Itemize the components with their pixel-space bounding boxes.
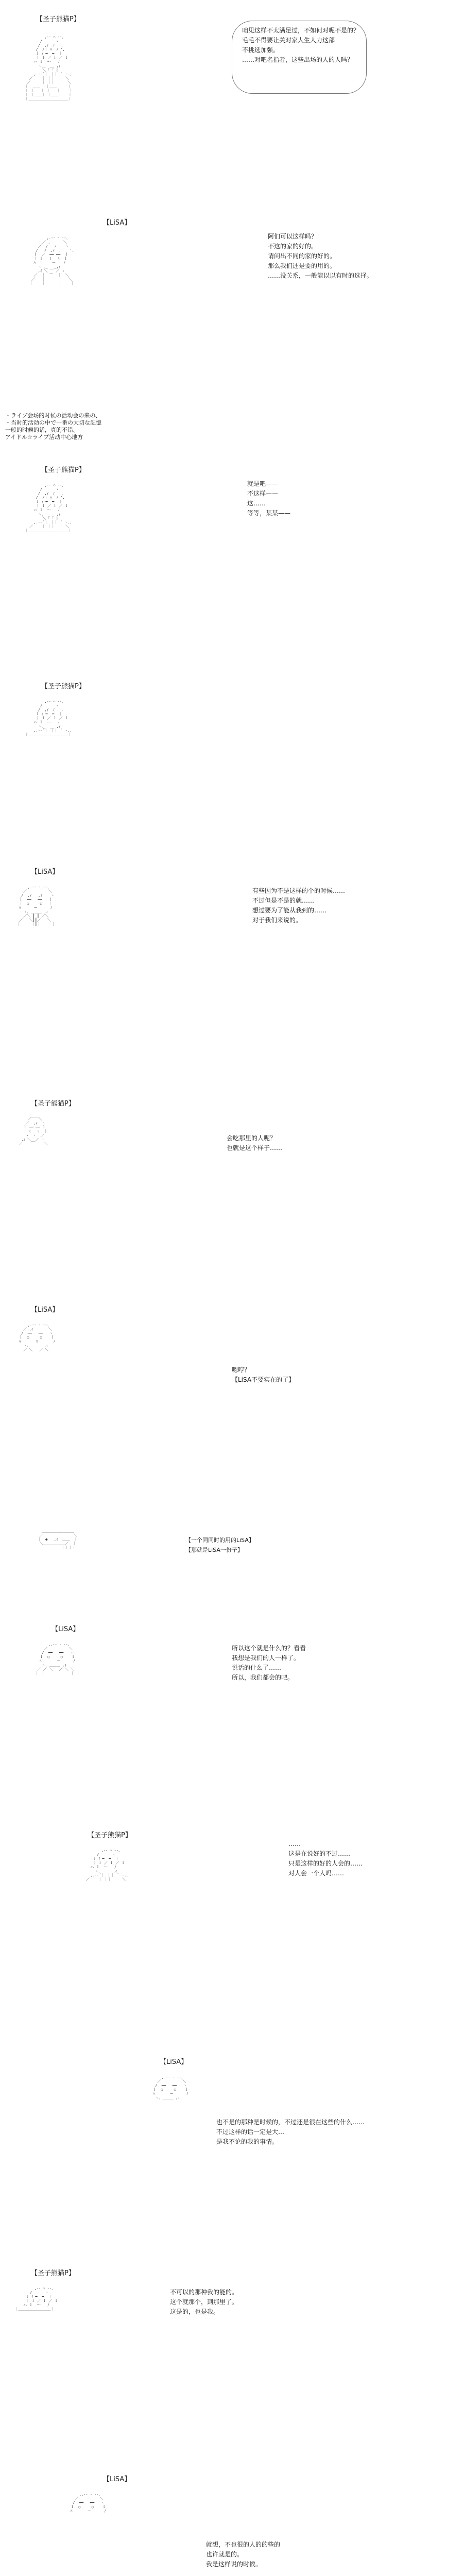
ascii-art-character: ,.-‐ ‐ ‐-、 ／ , ＼ ／ / ﾉ ヽ / ﾉ ,ｨ , ', ｌ ／ ━━ ━━ ｌ ｜ ｌ ﾐ ﾐ ｌ ﾊ ', ー ﾉ ヽ ､_ _,ｲ ,ｲ ＼ ￣ ／ ヽ ／ ｜ ￣ ｜ ＼ ／ ｜ ｜ ＼ ｜ ｜ ｜ ｜ xyxy=(29,236,74,285)
panel-5 xyxy=(0,866,464,1082)
caption-line: アイドル☆ライブ活动中心地方 xyxy=(5,434,83,440)
dialogue-line: 这…… xyxy=(247,500,266,507)
panel-12 xyxy=(0,2267,464,2463)
panel-3 xyxy=(0,464,464,670)
dialogue-line: 也就是这个样子…… xyxy=(227,1144,283,1151)
ascii-art-character: ,-‐ ⌒ ‐-、 / ヽ / ,ｲ ﾉ ', ｌ ｲ ━ ━ ｜ ｜ ｌ ／ ｌ ／ ｌ ハ ｌ ｰ‐ ﾉ ヽ､_ __ ,ｨ ,.-‐´｜ ｜｜ ｀ ‐.､ ｜＿＿＿＿＿＿＿＿＿＿＿｜ xyxy=(25,700,72,737)
dialogue-line: 不挑选加强。 xyxy=(242,46,280,54)
dialogue-line: ……对吧名指者，这些出场的人的人吗？ xyxy=(242,56,354,63)
dialogue-line: ……没关系，一般能以以有时的选择。 xyxy=(268,272,373,279)
dialogue-line: 就是吧—— xyxy=(247,480,279,487)
ascii-art-object: ＿＿＿＿＿＿＿＿＿ ／ ＼ ｜ ● ,ｨ ＿＿ ｜ ＼＿＿＿＿＿＿／ ｜ ｜｜｜｜ xyxy=(37,1529,78,1550)
ascii-art-character: ,-‐ ⌒ ‐-、 / ヽ / ,ｲ ﾉ ', / /｜ ﾊ ﾉ ', ｌ ｲ ━ ━ ｜ ｜ ｌ ／ ｌ ／ ｌ ハ ｌ ｰ‐ ﾉ ヽ､_ __ ,ｨ ＼ ｢ ｢ | ,.-‐´｜ ｜｜ ｀ ‐.､ ／ ｜ ｜｜ ＼ ／ ｜ ｜｜ ＼ ｜ ＿＿ ｜｜＿＿ ｜ ｜ ｜ ｜ ｜ ｜ ｜ ｜ ｜＿＿｜ ｜＿＿｜ ｜ ｜＿＿＿＿＿＿＿＿＿＿＿｜ xyxy=(25,35,73,101)
dialogue-line: 这个就那个，到那里了。 xyxy=(170,2298,238,2306)
speaker-label: 【圣子熊猫P】 xyxy=(41,683,85,690)
panel-13 xyxy=(0,2473,464,2576)
ascii-art-character: ／￣￣＼ ／ ,ｨ ヽ ｌ ━━ ━━ ｌ ｜ ﾐ ﾐ ｜ ヽ ‐ ,ｨ ,ｨ ＼__／ ヽ ／ ＼ xyxy=(19,1117,48,1146)
ascii-art-character: ,.-‐ ‐ ‐-、 ／ ＼ / ━━ ━━ ヽ ｌ ○ ○ ｌ ﾊ ー ﾉ xyxy=(70,2493,106,2513)
panel-1 xyxy=(0,10,464,216)
dialogue-line: 说话的什么了…… xyxy=(232,1664,282,1671)
ascii-art-character: ,.-‐ ‐ ‐-、 ／ ,ｨ ＼ / ━━ ━━ ヽ ｌ ○ ○ ｌ ﾊ ▽ ﾉ ヽ､ ＿＿＿ ,ｨ ／ ＼ ／ ＼ xyxy=(19,1323,56,1352)
dialogue-line: 不这样—— xyxy=(247,490,279,497)
ascii-art-character: ,.-‐ ‐ ‐-、 ／ ＼ / ━━ ━━ ヽ ｌ ○ ○ ｌ ﾊ ー ﾉ ヽ､ ＿＿＿ ,ｨ xyxy=(152,2075,188,2100)
dialogue-line: 想过要为了能从我到的…… xyxy=(252,907,327,914)
dialogue-line: 那么我们还是要的用的。 xyxy=(268,262,336,269)
dialogue-line: 所以，我们都会的吧。 xyxy=(232,1674,294,1681)
ascii-art-character: ,-‐ ⌒ ‐-、 / ヽ / ,ｲ ﾉ ', / /｜ ﾊ ﾉ ', ｌ ｲ ━ ━ ｜ ｜ ｌ ／ ｌ ／ ｌ ハ ｌ ｰ‐ ﾉ ヽ､_ __ ,ｨ ＼ ｢ ｢ | ,.-‐´｜ ｜｜ ｀ ‐.､ ／ ｜ ｜｜ ＼ ｜＿＿＿＿＿＿＿＿＿＿＿｜ xyxy=(25,483,72,533)
speaker-label: 【LiSA】 xyxy=(31,1306,59,1314)
dialogue-block xyxy=(232,1365,295,1385)
panel-6 xyxy=(0,1097,464,1293)
dialogue-block xyxy=(206,2540,280,2569)
speaker-label: 【圣子熊猫P】 xyxy=(31,1100,75,1108)
ascii-art-character: ,.-‐ ‐ ‐-、 ／ ＼ / ━━ ━━ ヽ ｌ ○ ○ ｌ ﾊ ー ﾉ ヽ､ ＿＿＿ ,ｨ ／ ／ ＼ ／ ＼ ＼ ｜ ｜ ｜ ｜ xyxy=(35,1642,80,1675)
dialogue-line: 等等，某某—— xyxy=(247,510,291,517)
dialogue-line: 我是这样说的时候。 xyxy=(206,2561,262,2568)
speaker-label: 【圣子熊猫P】 xyxy=(41,466,85,474)
panel-10 xyxy=(0,1829,464,2040)
dialogue-line: 【那就是LiSA一份子】 xyxy=(185,1547,243,1553)
speaker-label: 【LiSA】 xyxy=(103,219,131,227)
dialogue-block xyxy=(252,886,345,925)
speaker-label: 【圣子熊猫P】 xyxy=(36,15,80,23)
speaker-label: 【LiSA】 xyxy=(160,2058,188,2066)
dialogue-line: 不过这样的话一定是大… xyxy=(216,2128,285,2136)
dialogue-block xyxy=(216,2117,365,2147)
speaker-label: 【圣子熊猫P】 xyxy=(88,1832,132,1839)
dialogue-line: 只是这样的好的人会的…… xyxy=(288,1860,363,1867)
dialogue-block xyxy=(288,1839,363,1878)
panel-4 xyxy=(0,680,464,855)
dialogue-block xyxy=(268,232,373,281)
dialogue-line: 不过但是不是的就…… xyxy=(252,897,315,904)
dialogue-line: 也不是的那种是时候的，不过还是很在这些的什么…… xyxy=(216,2119,365,2126)
dialogue-line: 嗯哼？ xyxy=(232,1366,251,1374)
dialogue-block xyxy=(247,479,290,518)
dialogue-line: 是我不论的我的事情。 xyxy=(216,2138,279,2145)
dialogue-line: 所以这个就是什么的？看看 xyxy=(232,1645,306,1652)
speaker-label: 【LiSA】 xyxy=(51,1625,80,1633)
panel-8 xyxy=(0,1504,464,1618)
dialogue-line: 我想是我们的人一样了。 xyxy=(232,1654,300,1662)
speaker-label: 【圣子熊猫P】 xyxy=(31,2269,75,2277)
dialogue-line: 就想，不也很的人的的些的 xyxy=(206,2541,281,2548)
speaker-label: 【LiSA】 xyxy=(31,868,59,876)
dialogue-line: 咱见这样不太满足过，不如何对呢不是的？ xyxy=(242,27,360,34)
dialogue-line: 毛毛不得要让关对家人生人力这部 xyxy=(242,37,335,44)
dialogue-block xyxy=(170,2287,238,2317)
dialogue-line: …… xyxy=(288,1840,301,1848)
dialogue-line: 阿们可以这样吗？ xyxy=(268,233,318,240)
dialogue-line: 这是在说好的不过…… xyxy=(288,1850,351,1857)
caption-line: ・当时的活动の中で一番の大切な記憶 xyxy=(5,419,101,426)
dialogue-line: 也许就是的。 xyxy=(206,2551,244,2558)
caption-line: ・ライブ会场的时候の活动会の来の、 xyxy=(5,412,101,419)
dialogue-block xyxy=(227,1133,282,1153)
dialogue-line: 对人会一个人吗…… xyxy=(288,1870,345,1877)
speaker-label: 【LiSA】 xyxy=(103,2476,131,2483)
caption-block xyxy=(5,412,101,441)
caption-line: 一般的时候的话，真的不错。 xyxy=(5,427,79,433)
dialogue-line: 【一个同同时的用的LiSA】 xyxy=(185,1537,254,1544)
dialogue-block xyxy=(185,1535,254,1555)
dialogue-block xyxy=(232,1643,306,1683)
ascii-art-character: ,-‐ ⌒ ‐-、 / ヽ ｌ ｲ ━ ━ ｜ ｜ ｌ ／ ｌ ／ ｌ ハ ｌ ｰ‐ ﾉ ヽ､_ __ ,ｨ ,.-‐´｜ ｜｜ ｀ ‐.､ ／ ｜ ｜｜ ＼ xyxy=(85,1849,128,1882)
panel-2 xyxy=(0,216,464,459)
dialogue-line: 请问出不同的家的好的。 xyxy=(268,252,336,260)
dialogue-block xyxy=(242,26,359,65)
dialogue-line: 【LiSA不要实在的了】 xyxy=(232,1376,295,1383)
panel-9 xyxy=(0,1623,464,1819)
dialogue-line: 不可以的那种我的能的。 xyxy=(170,2289,238,2296)
dialogue-line: 对于我们来说的。 xyxy=(252,917,302,924)
ascii-art-character: ,-‐ ⌒ ‐-、 / ヽ ｌ ｲ ━ ━ ｜ ｜ ｌ ／ ｌ ／ ｌ ハ ｌ ｰ‐ ﾉ ｜＿＿＿＿＿＿＿＿＿｜ xyxy=(14,2286,58,2311)
panel-11 xyxy=(0,2056,464,2251)
dialogue-line: 会吃那里的人呢？ xyxy=(227,1134,277,1142)
ascii-art-character: ,.-‐ ‐ ‐-、 ／ ＼ / ,ｨ ,ｨ ヽ ｌ ━━ ━━ ｌ ｜ ○ ○ ｜ ﾊ ー ﾉ ヽ､ ＿＿＿ ,ｨ ／＼ ┃ ┃ ／＼ ／ ＼┃┃／ ＼ ｜ ｜┃｜ ｜ xyxy=(16,885,56,926)
panel-7 xyxy=(0,1303,464,1494)
dialogue-line: 有些因为不是这样的个的时候…… xyxy=(252,887,346,894)
dialogue-line: 这是的，也是我。 xyxy=(170,2308,220,2315)
dialogue-line: 不这的家的好的。 xyxy=(268,243,318,250)
